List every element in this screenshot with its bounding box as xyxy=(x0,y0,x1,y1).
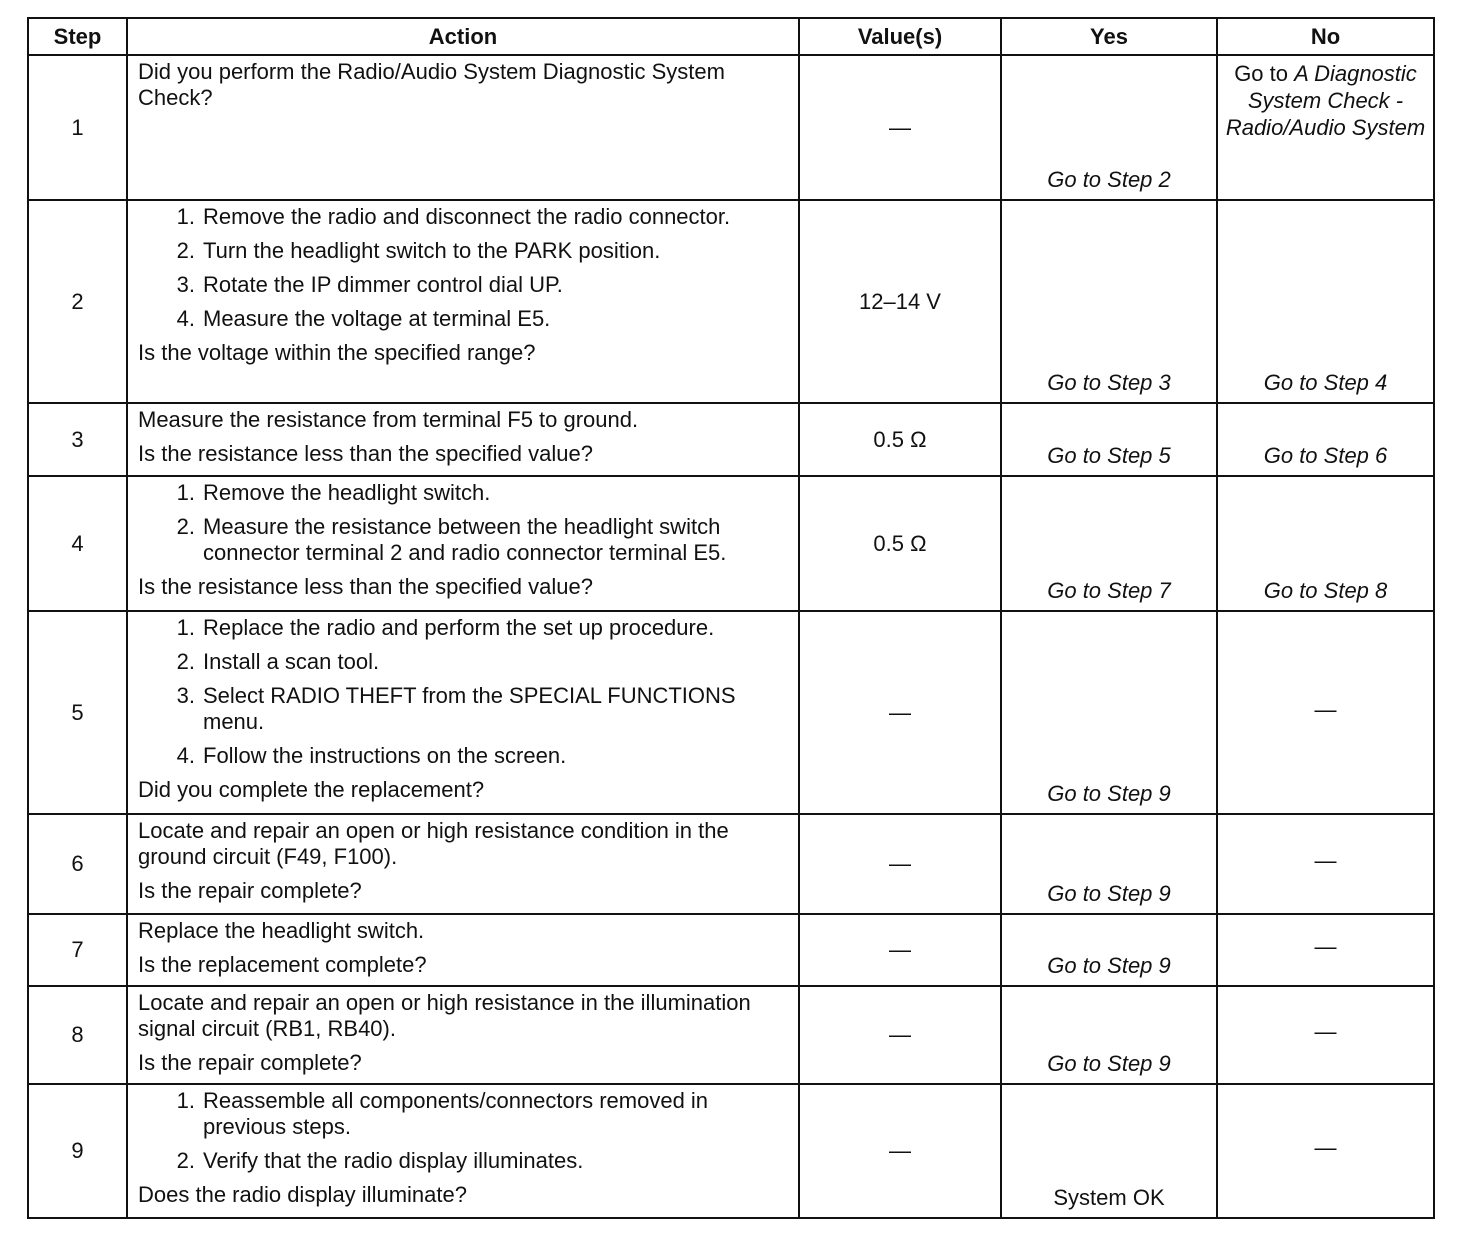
table-row xyxy=(28,914,1434,986)
action-question: Is the resistance less than the specified value? xyxy=(138,574,593,599)
no-cell xyxy=(1217,55,1434,200)
diagnostic-table xyxy=(27,17,1435,1219)
action-text: Did you perform the Radio/Audio System Diagnostic System Check? xyxy=(138,59,725,110)
value-cell: 12–14 V xyxy=(799,200,1001,403)
yes-cell: Go to Step 9 xyxy=(1001,814,1217,914)
yes-cell: Go to Step 9 xyxy=(1001,611,1217,814)
value-cell: 0.5 Ω xyxy=(799,403,1001,476)
action-cell xyxy=(127,814,799,914)
action-list-item: 4. Follow the instructions on the screen. xyxy=(176,743,567,768)
action-cell xyxy=(127,1084,799,1218)
yes-cell: Go to Step 9 xyxy=(1001,986,1217,1084)
step-number: 5 xyxy=(28,611,127,814)
action-question: Is the voltage within the specified range? xyxy=(138,340,536,365)
yes-cell: Go to Step 9 xyxy=(1001,914,1217,986)
step-number: 3 xyxy=(28,403,127,476)
value-cell: — xyxy=(799,814,1001,914)
value-cell: — xyxy=(799,55,1001,200)
step-number: 1 xyxy=(28,55,127,200)
action-cell xyxy=(127,611,799,814)
no-prefix-text: Go to xyxy=(1234,61,1295,86)
action-question: Is the repair complete? xyxy=(138,878,362,903)
step-number: 4 xyxy=(28,476,127,611)
no-cell: — xyxy=(1217,611,1434,814)
value-cell: — xyxy=(799,1084,1001,1218)
action-list xyxy=(138,204,792,332)
no-cell: Go to Step 6 xyxy=(1217,403,1434,476)
action-cell xyxy=(127,55,799,200)
action-cell xyxy=(127,403,799,476)
action-question: Does the radio display illuminate? xyxy=(138,1182,467,1207)
step-number: 2 xyxy=(28,200,127,403)
no-cell: — xyxy=(1217,1084,1434,1218)
table-row xyxy=(28,1084,1434,1218)
value-cell: — xyxy=(799,611,1001,814)
action-list-item: 1. Replace the radio and perform the set up procedure. xyxy=(176,615,715,640)
header-row xyxy=(28,18,1434,55)
no-cell: — xyxy=(1217,814,1434,914)
header-values: Value(s) xyxy=(799,18,1001,55)
header-step: Step xyxy=(28,18,127,55)
action-list-item: 4. Measure the voltage at terminal E5. xyxy=(176,306,551,331)
header-action: Action xyxy=(127,18,799,55)
yes-cell: System OK xyxy=(1001,1084,1217,1218)
no-cell: Go to Step 8 xyxy=(1217,476,1434,611)
action-list xyxy=(138,615,792,769)
value-cell: 0.5 Ω xyxy=(799,476,1001,611)
table-row xyxy=(28,55,1434,200)
action-list-item: 2. Turn the headlight switch to the PARK position. xyxy=(176,238,661,263)
table-row xyxy=(28,476,1434,611)
action-text: Locate and repair an open or high resistance in the illumination signal circuit (RB1, RB40). xyxy=(138,990,751,1041)
action-list xyxy=(138,1088,792,1174)
yes-cell: Go to Step 2 xyxy=(1001,55,1217,200)
table-row xyxy=(28,403,1434,476)
step-number: 8 xyxy=(28,986,127,1084)
action-list-item: 3. Rotate the IP dimmer control dial UP. xyxy=(176,272,563,297)
step-number: 6 xyxy=(28,814,127,914)
header-no: No xyxy=(1217,18,1434,55)
header-yes: Yes xyxy=(1001,18,1217,55)
action-list-item: 1. Reassemble all components/connectors removed in previous steps. xyxy=(176,1088,709,1139)
yes-cell: Go to Step 3 xyxy=(1001,200,1217,403)
no-cell: Go to Step 4 xyxy=(1217,200,1434,403)
action-cell xyxy=(127,476,799,611)
action-list-item: 2. Verify that the radio display illuminates. xyxy=(176,1148,584,1173)
action-question: Did you complete the replacement? xyxy=(138,777,485,802)
yes-cell: Go to Step 5 xyxy=(1001,403,1217,476)
action-cell xyxy=(127,200,799,403)
step-number: 9 xyxy=(28,1084,127,1218)
action-question: Is the replacement complete? xyxy=(138,952,427,977)
action-list-item: 2. Install a scan tool. xyxy=(176,649,380,674)
action-text: Replace the headlight switch. xyxy=(138,918,425,943)
step-number: 7 xyxy=(28,914,127,986)
table-row xyxy=(28,200,1434,403)
action-text: Locate and repair an open or high resistance condition in the ground circuit (F49, F100). xyxy=(138,818,729,869)
no-cell: — xyxy=(1217,914,1434,986)
action-text: Measure the resistance from terminal F5 to ground. xyxy=(138,407,639,432)
yes-cell: Go to Step 7 xyxy=(1001,476,1217,611)
action-list-item: 1. Remove the headlight switch. xyxy=(176,480,491,505)
table-row xyxy=(28,611,1434,814)
action-list xyxy=(138,480,792,566)
table-row xyxy=(28,814,1434,914)
action-list-item: 3. Select RADIO THEFT from the SPECIAL FUNCTIONS menu. xyxy=(176,683,736,734)
value-cell: — xyxy=(799,914,1001,986)
action-list-item: 2. Measure the resistance between the headlight switch connector terminal 2 and radio connector terminal E5. xyxy=(176,514,727,565)
action-list-item: 1. Remove the radio and disconnect the radio connector. xyxy=(176,204,731,229)
action-question: Is the resistance less than the specified value? xyxy=(138,441,593,466)
value-cell: — xyxy=(799,986,1001,1084)
action-question: Is the repair complete? xyxy=(138,1050,362,1075)
action-cell xyxy=(127,914,799,986)
action-cell xyxy=(127,986,799,1084)
no-cell: — xyxy=(1217,986,1434,1084)
table-row xyxy=(28,986,1434,1084)
no-link-text: A Diagnostic System Check - Radio/Audio System xyxy=(1225,61,1426,140)
